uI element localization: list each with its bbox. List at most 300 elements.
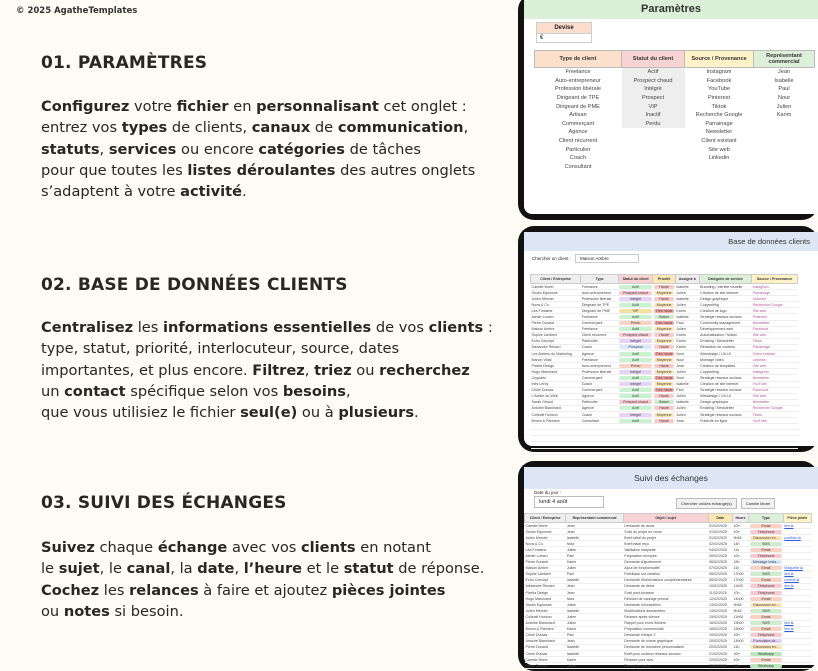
exchange-attachment: lien ⧉ xyxy=(783,626,811,632)
client-priority-pill[interactable]: Moyenne xyxy=(654,291,675,295)
client-source: Newsletter xyxy=(752,399,798,405)
client-status-pill[interactable]: Actif xyxy=(619,327,651,331)
exchange-date: 05/02/2025 xyxy=(708,553,732,559)
client-priority-pill[interactable]: Basse xyxy=(654,315,675,319)
exchange-time: 11h00 xyxy=(732,583,748,589)
exchange-date: 20/02/2025 xyxy=(708,644,732,650)
exchange-time: 17h00 xyxy=(732,577,748,583)
client-service: Branding / Identité visuelle xyxy=(699,284,751,290)
client-source: Recherche Google xyxy=(752,302,798,308)
exchange-client: Julien Mercier xyxy=(525,535,566,541)
client-status-pill[interactable]: Prospect xyxy=(619,345,651,349)
source-cell: Tiktok xyxy=(711,103,727,110)
exchange-date: 08/02/2025 xyxy=(708,571,732,577)
exchange-type-pill[interactable]: SMS xyxy=(750,572,783,576)
exchange-rep: Isabelle xyxy=(566,608,623,614)
exchange-subject: Demande de devis xyxy=(623,583,708,589)
exchange-subject: Brief initial reçu xyxy=(623,541,708,547)
client-assignee: Karim xyxy=(675,308,699,314)
exchange-rep: Jean xyxy=(566,590,623,596)
rep-cell xyxy=(754,163,815,172)
statut-cell xyxy=(622,163,685,172)
client-status-pill[interactable]: Actif xyxy=(619,394,651,398)
source-cell: Parrainage xyxy=(705,120,733,127)
exchange-time: 15h00 xyxy=(732,626,748,632)
exchange-type-pill[interactable]: SMS xyxy=(750,609,783,613)
client-type: Dirigeant de PME xyxy=(581,308,619,314)
filter-select[interactable]: Maison Ambre xyxy=(575,254,639,263)
type-cell: Commerçant xyxy=(561,120,595,127)
client-type: Particulier xyxy=(581,399,619,405)
client-source: Newsletter xyxy=(752,375,798,381)
exchange-date: 01/02/2025 xyxy=(708,523,732,529)
exchange-rep: Karim xyxy=(566,559,623,565)
statut-cell xyxy=(622,128,685,137)
client-assignee: Paul xyxy=(675,387,699,393)
table-row[interactable] xyxy=(525,663,812,669)
client-service: Publicité en ligne xyxy=(699,418,751,424)
client-source: Site web xyxy=(752,332,798,338)
exchange-type-pill[interactable]: Téléphone xyxy=(750,530,783,534)
client-priority-pill[interactable]: Moyenne xyxy=(654,327,675,331)
client-service: Emailing / Newsletter xyxy=(699,405,751,411)
clients-header: Statut du client xyxy=(618,275,652,284)
exchange-subject: Brief pour contenu réseaux sociaux xyxy=(623,650,708,656)
exchange-type-pill[interactable]: Email xyxy=(750,566,783,570)
exchange-time: 10h xyxy=(732,650,748,656)
exchange-type-pill[interactable]: Discussion en... xyxy=(750,645,783,649)
parametres-row xyxy=(535,137,815,146)
exchange-subject: Rappel pour envoi fichiers xyxy=(623,620,708,626)
exchange-subject: Validation maquette xyxy=(623,547,708,553)
empty-cell xyxy=(699,448,751,454)
exchange-type-pill[interactable]: Formulaire de... xyxy=(750,639,783,643)
statut-cell: Inactif xyxy=(622,111,685,120)
client-source: YouTube xyxy=(752,381,798,387)
exchange-rep: Jean xyxy=(566,638,623,644)
exchanges-header: Représentant commercial xyxy=(566,514,623,523)
client-priority-pill[interactable]: Moyenne xyxy=(654,382,675,386)
exchange-date: 06/02/2025 xyxy=(708,559,732,565)
exchange-type-pill[interactable]: Email xyxy=(750,597,783,601)
exchange-time: 11h xyxy=(732,565,748,571)
parametres-row xyxy=(535,163,815,172)
client-priority-pill[interactable]: Basse xyxy=(654,400,675,404)
exchange-type-pill[interactable]: Email xyxy=(750,658,783,662)
exchange-date: 11/02/2025 xyxy=(708,590,732,596)
screen-suivi-echanges xyxy=(524,467,818,668)
client-status-pill[interactable]: Intégré xyxy=(619,339,651,343)
client-type: Commerçant xyxy=(581,387,619,393)
statut-cell: Intégré xyxy=(622,85,685,94)
rep-cell xyxy=(754,145,815,154)
exchange-type-pill[interactable]: Téléphone xyxy=(750,554,783,558)
exchange-client: Pierre Durand xyxy=(525,644,566,650)
exchange-attachment: lien ⧉ xyxy=(783,571,811,577)
exchange-client: Studio Equinoxe xyxy=(525,529,566,535)
client-type: Client récurrent xyxy=(581,332,619,338)
exchange-client: Nova & Co xyxy=(525,541,566,547)
client-assignee: Karim xyxy=(675,338,699,344)
exchange-time: 9h45 xyxy=(732,608,748,614)
client-priority-pill[interactable]: Haute xyxy=(654,394,675,398)
empty-cell xyxy=(675,448,699,454)
client-service: Automatisation / Notion xyxy=(699,332,751,338)
client-assignee: Julien xyxy=(675,302,699,308)
exchange-time: 14h00 xyxy=(732,638,748,644)
exchange-subject: Proposition envoyée xyxy=(623,553,708,559)
client-source: Linkedin xyxy=(752,296,798,302)
section-title-suivi-echanges: 03. SUIVI DES ÉCHANGES xyxy=(41,493,287,513)
client-type: Particulier xyxy=(581,338,619,344)
exchange-time: 15h xyxy=(732,559,748,565)
exchange-type-pill[interactable]: Message Insta... xyxy=(750,560,783,564)
type-cell: Dirigeant de PME xyxy=(556,103,600,110)
exchange-rep: Jean xyxy=(566,523,623,529)
client-assignee: Julien xyxy=(675,326,699,332)
client-service: Création de logo xyxy=(699,308,751,314)
exchange-type-pill[interactable]: Email xyxy=(750,627,783,631)
client-service: Création de site internet xyxy=(699,381,751,387)
client-assignee: Isabelle xyxy=(675,296,699,302)
exchange-type-pill[interactable]: SMS xyxy=(750,621,783,625)
source-cell: Pinterest xyxy=(707,95,731,102)
exchange-date: 07/02/2025 xyxy=(708,565,732,571)
exchange-rep: Jean xyxy=(566,583,623,589)
client-name: Hugo Marchand xyxy=(531,369,581,375)
tablet-suivi-echanges xyxy=(518,461,818,671)
client-priority-pill[interactable]: Haute xyxy=(654,419,675,423)
type-cell: Auto-entrepreneur xyxy=(555,77,601,84)
exchange-time: 10h xyxy=(732,553,748,559)
client-type: Agence xyxy=(581,351,619,357)
client-name: Pixelia Design xyxy=(531,363,581,369)
parametres-row xyxy=(535,154,815,163)
exchange-date: 20/02/2025 xyxy=(708,638,732,644)
date-value: lundi 4 août xyxy=(534,496,604,508)
exchange-rep: Paul xyxy=(566,571,623,577)
exchange-type-pill[interactable]: Whatsapp xyxy=(750,664,783,668)
rep-cell: Julien xyxy=(776,103,792,110)
client-status-pill[interactable]: Actif xyxy=(619,352,651,356)
client-status-pill[interactable]: Prospect chaud xyxy=(619,291,651,295)
client-assignee: Karim xyxy=(675,332,699,338)
client-name: Alexandre Renard xyxy=(531,344,581,350)
client-assignee: Isabelle xyxy=(675,381,699,387)
source-cell: Linkedin xyxy=(708,155,730,162)
exchange-subject: Ajout de fonctionnalité xyxy=(623,565,708,571)
client-service: Stratégie réseaux sociaux xyxy=(699,375,751,381)
rep-cell xyxy=(754,120,815,129)
client-name: Maison Ambre xyxy=(531,326,581,332)
client-status-pill[interactable]: Prospect chaud xyxy=(619,400,651,404)
client-assignee: Jean xyxy=(675,418,699,424)
client-assignee: Nour xyxy=(675,357,699,363)
client-assignee: Julien xyxy=(675,369,699,375)
exchange-subject: Proposition commerciale xyxy=(623,626,708,632)
client-priority-pill[interactable]: Haute xyxy=(654,345,675,349)
client-name: Sophie Lambert xyxy=(531,332,581,338)
client-assignee: Julien xyxy=(675,405,699,411)
client-source: Tiktok xyxy=(752,411,798,417)
parametres-table xyxy=(534,50,815,171)
client-name: Antoine Blanchard xyxy=(531,405,581,411)
exchange-type-pill[interactable]: Téléphone xyxy=(750,591,783,595)
exchange-type-pill[interactable]: Whatsapp xyxy=(750,652,783,656)
client-name: Brown & Partners xyxy=(531,418,581,424)
client-type: Freelance xyxy=(581,326,619,332)
client-priority-pill[interactable]: Haute xyxy=(654,364,675,368)
exchange-subject: Relance après silence xyxy=(623,614,708,620)
client-service: Emailing / Newsletter xyxy=(699,338,751,344)
exchange-type-pill[interactable]: Discussion en... xyxy=(750,536,783,540)
client-priority-pill[interactable]: Moyenne xyxy=(654,370,675,374)
client-status-pill[interactable]: Actif xyxy=(619,388,651,392)
client-status-pill[interactable]: Actif xyxy=(619,285,651,289)
search-exchange-button[interactable]: Chercher un/des échange(s) xyxy=(676,498,737,509)
client-source: Facebook xyxy=(752,387,798,393)
devise-value[interactable]: € xyxy=(536,34,592,43)
exchange-rep: Julien xyxy=(566,663,623,669)
client-status-pill[interactable]: Actif xyxy=(619,315,651,319)
client-priority-pill[interactable]: Moyenne xyxy=(654,413,675,417)
exchange-rep: Isabelle xyxy=(566,577,623,583)
empty-cell xyxy=(531,448,581,454)
client-priority-pill[interactable]: Haute xyxy=(654,285,675,289)
client-type: Dirigeant de TPE xyxy=(581,302,619,308)
statut-cell xyxy=(622,137,685,146)
client-assignee: Nour xyxy=(675,351,699,357)
exchange-time: 10h xyxy=(732,632,748,638)
client-status-pill[interactable]: VIP xyxy=(619,309,651,313)
exchange-type-pill[interactable]: Téléphone xyxy=(750,633,783,637)
parametres-row xyxy=(535,85,815,94)
exchange-subject: Réception devis xyxy=(623,663,708,669)
exchanges-header: Date xyxy=(708,514,732,523)
client-source: Recherche Google xyxy=(752,405,798,411)
client-priority-pill[interactable]: Moyenne xyxy=(654,303,675,307)
exchange-subject: Demande de charte graphique xyxy=(623,638,708,644)
clients-header: Client / Entreprise xyxy=(531,275,581,284)
exchange-type-pill[interactable]: Téléphone xyxy=(750,584,783,588)
client-type: Agence xyxy=(581,405,619,411)
clients-header: Priorité xyxy=(653,275,676,284)
exchange-time: 10h xyxy=(732,529,748,535)
client-select[interactable]: Camille Morel xyxy=(741,498,775,509)
exchange-time: 15h00 xyxy=(732,620,748,626)
client-name: L'Atelier du Web xyxy=(531,393,581,399)
exchange-subject: Demande de formation personnalisée xyxy=(623,644,708,650)
client-name: Echo Concept xyxy=(531,338,581,344)
copyright-text: © 2025 AgatheTemplates xyxy=(16,6,138,16)
clients-header: Type xyxy=(581,275,619,284)
client-priority-pill[interactable]: Très haute xyxy=(655,388,673,393)
client-assignee: Isabelle xyxy=(675,284,699,290)
client-service: Copywriting xyxy=(699,302,751,308)
section-body-suivi-echanges: Suivez chaque échange avec vos clients en notant le sujet, le canal, la date, l’heure et le statut de réponse. Cochez les relances à faire et ajoutez pièces jointes ou notes si besoin. xyxy=(41,539,485,620)
header-statut-client: Statut du client xyxy=(622,51,685,68)
client-source: Newsletter xyxy=(752,320,798,326)
client-priority-pill[interactable]: Haute xyxy=(654,297,675,301)
rep-cell xyxy=(754,154,815,163)
exchange-date: 13/02/2025 xyxy=(708,602,732,608)
parametres-row xyxy=(535,102,815,111)
client-status-pill[interactable]: Prospect chaud xyxy=(619,333,651,337)
clients-header: Source / Provenance xyxy=(752,275,798,284)
exchange-client: Echo Concept xyxy=(525,577,566,583)
header-representant: Représentant commercial xyxy=(754,51,815,68)
exchange-subject: Demande d'informations complémentaires xyxy=(623,577,708,583)
exchange-type-pill[interactable]: Email xyxy=(750,548,783,552)
source-cell: Site web xyxy=(708,146,730,153)
exchange-date: 18/02/2025 xyxy=(708,626,732,632)
clients-header: Catégorie de service xyxy=(699,275,751,284)
exchange-client: Pixelia Design xyxy=(525,590,566,596)
exchange-attachment: lien ⧉ xyxy=(783,523,811,529)
client-name: Cryptaris xyxy=(531,375,581,381)
client-assignee: Jean xyxy=(675,363,699,369)
client-service: Stratégie réseaux sociaux xyxy=(699,314,751,320)
client-source: Tiktok xyxy=(752,338,798,344)
exchange-type-pill[interactable]: SMS xyxy=(750,542,783,546)
client-status-pill[interactable]: Intégré xyxy=(619,297,651,301)
rep-cell: Karim xyxy=(776,112,792,119)
client-name: Studio Equinoxe xyxy=(531,290,581,296)
parametres-row xyxy=(535,120,815,129)
parametres-row xyxy=(535,128,815,137)
type-cell: Particulier xyxy=(565,146,591,153)
parametres-row xyxy=(535,94,815,103)
exchange-subject: Demande de devis xyxy=(623,523,708,529)
client-type: Freelance xyxy=(581,284,619,290)
client-status-pill[interactable]: Actif xyxy=(619,303,651,307)
source-cell xyxy=(685,163,754,172)
client-type: Auto-entrepreneur xyxy=(581,290,619,296)
client-status-pill[interactable]: Intégré xyxy=(619,370,651,374)
exchange-rep: Nour xyxy=(566,596,623,602)
client-source: Parrainage xyxy=(752,344,798,350)
client-name: Nova & Co xyxy=(531,302,581,308)
type-cell: Agence xyxy=(568,129,588,136)
client-assignee: Nour xyxy=(675,375,699,381)
client-status-pill[interactable]: Actif xyxy=(619,358,651,362)
client-assignee: Karim xyxy=(675,344,699,350)
client-priority-pill[interactable]: Moyenne xyxy=(654,358,675,362)
type-cell: Artisan xyxy=(569,112,587,119)
client-source: Instagram xyxy=(752,284,798,290)
exchange-client: Camille Morel xyxy=(525,657,566,663)
empty-row[interactable] xyxy=(531,448,798,454)
exchange-client: Sophie Lambert xyxy=(525,571,566,577)
exchange-rep: Karim xyxy=(566,657,623,663)
client-status-pill[interactable]: Perdu xyxy=(619,364,651,368)
exchange-subject: Feedback sur création xyxy=(623,571,708,577)
client-status-pill[interactable]: Perdu xyxy=(619,321,651,325)
source-cell: Newsletter xyxy=(705,129,733,136)
exchange-client: Camille Morel xyxy=(525,523,566,529)
client-priority-pill[interactable]: Très haute xyxy=(655,351,673,356)
exchange-client: Chloé Dumas xyxy=(525,632,566,638)
client-service: Design graphique xyxy=(699,296,751,302)
empty-cell xyxy=(752,448,798,454)
client-source: Site web xyxy=(752,393,798,399)
section-title-base-clients: 02. BASE DE DONNÉES CLIENTS xyxy=(41,275,348,295)
statut-cell xyxy=(622,154,685,163)
client-priority-pill[interactable]: Haute xyxy=(654,406,675,410)
exchange-type-pill[interactable]: Email xyxy=(750,578,783,582)
exchange-type xyxy=(749,663,784,669)
exchange-type-pill[interactable]: Discussion en... xyxy=(750,603,783,607)
exchange-client: Brown & Partners xyxy=(525,626,566,632)
client-status-pill[interactable]: Actif xyxy=(619,406,651,410)
exchange-client: Studio Equinoxe xyxy=(525,602,566,608)
exchange-type-pill[interactable]: Email xyxy=(750,524,783,528)
client-priority-pill[interactable]: Moyenne xyxy=(654,339,675,343)
exchange-subject: Relance pour avis xyxy=(623,657,708,663)
exchange-client: Antoine Blanchard xyxy=(525,620,566,626)
client-service: Montage vidéo xyxy=(699,357,751,363)
exchange-date: 23/02/2025 xyxy=(708,663,732,669)
client-service: Webdesign / UX-UI xyxy=(699,393,751,399)
exchange-rep: Isabelle xyxy=(566,650,623,656)
client-service: Création de templates xyxy=(699,363,751,369)
client-status-pill[interactable]: Actif xyxy=(619,376,651,380)
client-priority-pill[interactable]: Très haute xyxy=(655,308,673,313)
client-priority-pill[interactable]: Haute xyxy=(654,333,675,337)
screen-base-clients xyxy=(524,232,818,446)
exchange-subject: Suivi du projet en cours xyxy=(623,529,708,535)
type-cell: Consultant xyxy=(564,163,592,170)
client-status-pill[interactable]: Actif xyxy=(619,419,651,423)
exchange-date: 12/02/2025 xyxy=(708,596,732,602)
client-status-pill[interactable]: Intégré xyxy=(619,413,651,417)
source-cell: Recherche Google xyxy=(695,112,743,119)
client-type: Profession libérale xyxy=(581,296,619,302)
client-name: Léa Fontaine xyxy=(531,308,581,314)
client-assignee: Julien xyxy=(675,290,699,296)
exchange-date: 01/02/2025 xyxy=(708,535,732,541)
client-assignee: Julien xyxy=(675,393,699,399)
exchange-client: Hugo Marchand xyxy=(525,596,566,602)
client-source: Instagram xyxy=(752,369,798,375)
rep-cell: Paul xyxy=(778,86,790,93)
source-cell: YouTube xyxy=(708,86,730,93)
exchange-attachment: lien ⧉ xyxy=(783,583,811,589)
client-service: Stratégie réseaux sociaux xyxy=(699,411,751,417)
client-status-pill[interactable]: Intégré xyxy=(619,382,651,386)
tablet-parametres xyxy=(518,0,818,220)
exchange-rep: Isabelle xyxy=(566,535,623,541)
exchange-time: 9h45 xyxy=(732,602,748,608)
client-priority-pill[interactable]: Très haute xyxy=(655,375,673,380)
client-type: Commerçant xyxy=(581,375,619,381)
base-title: Base de données clients xyxy=(524,232,818,251)
client-name: Les Ateliers du Marketing xyxy=(531,351,581,357)
client-priority-pill[interactable]: Très haute xyxy=(655,321,673,326)
client-filter xyxy=(532,254,639,263)
client-service: Copywriting xyxy=(699,369,751,375)
section-body-base-clients: Centralisez les informations essentielles de vos clients : type, statut, priorité, interlocuteur, source, dates importantes, et plus encore. Filtrez, triez ou recherchez un contact spécifique selon vos besoins, que vous utilisiez le fichier seul(e) ou à plusieurs. xyxy=(41,319,493,422)
exchange-time: 14h xyxy=(732,541,748,547)
exchange-date: 08/02/2025 xyxy=(708,577,732,583)
exchange-type-pill[interactable]: Email xyxy=(750,615,783,619)
filter-label: Chercher un client : xyxy=(532,256,572,261)
statut-cell: Prospect xyxy=(622,94,685,103)
exchange-rep: Julien xyxy=(566,547,623,553)
empty-cell xyxy=(581,448,619,454)
rep-cell: Nour xyxy=(777,95,791,102)
type-cell: Profession libérale xyxy=(554,86,602,93)
